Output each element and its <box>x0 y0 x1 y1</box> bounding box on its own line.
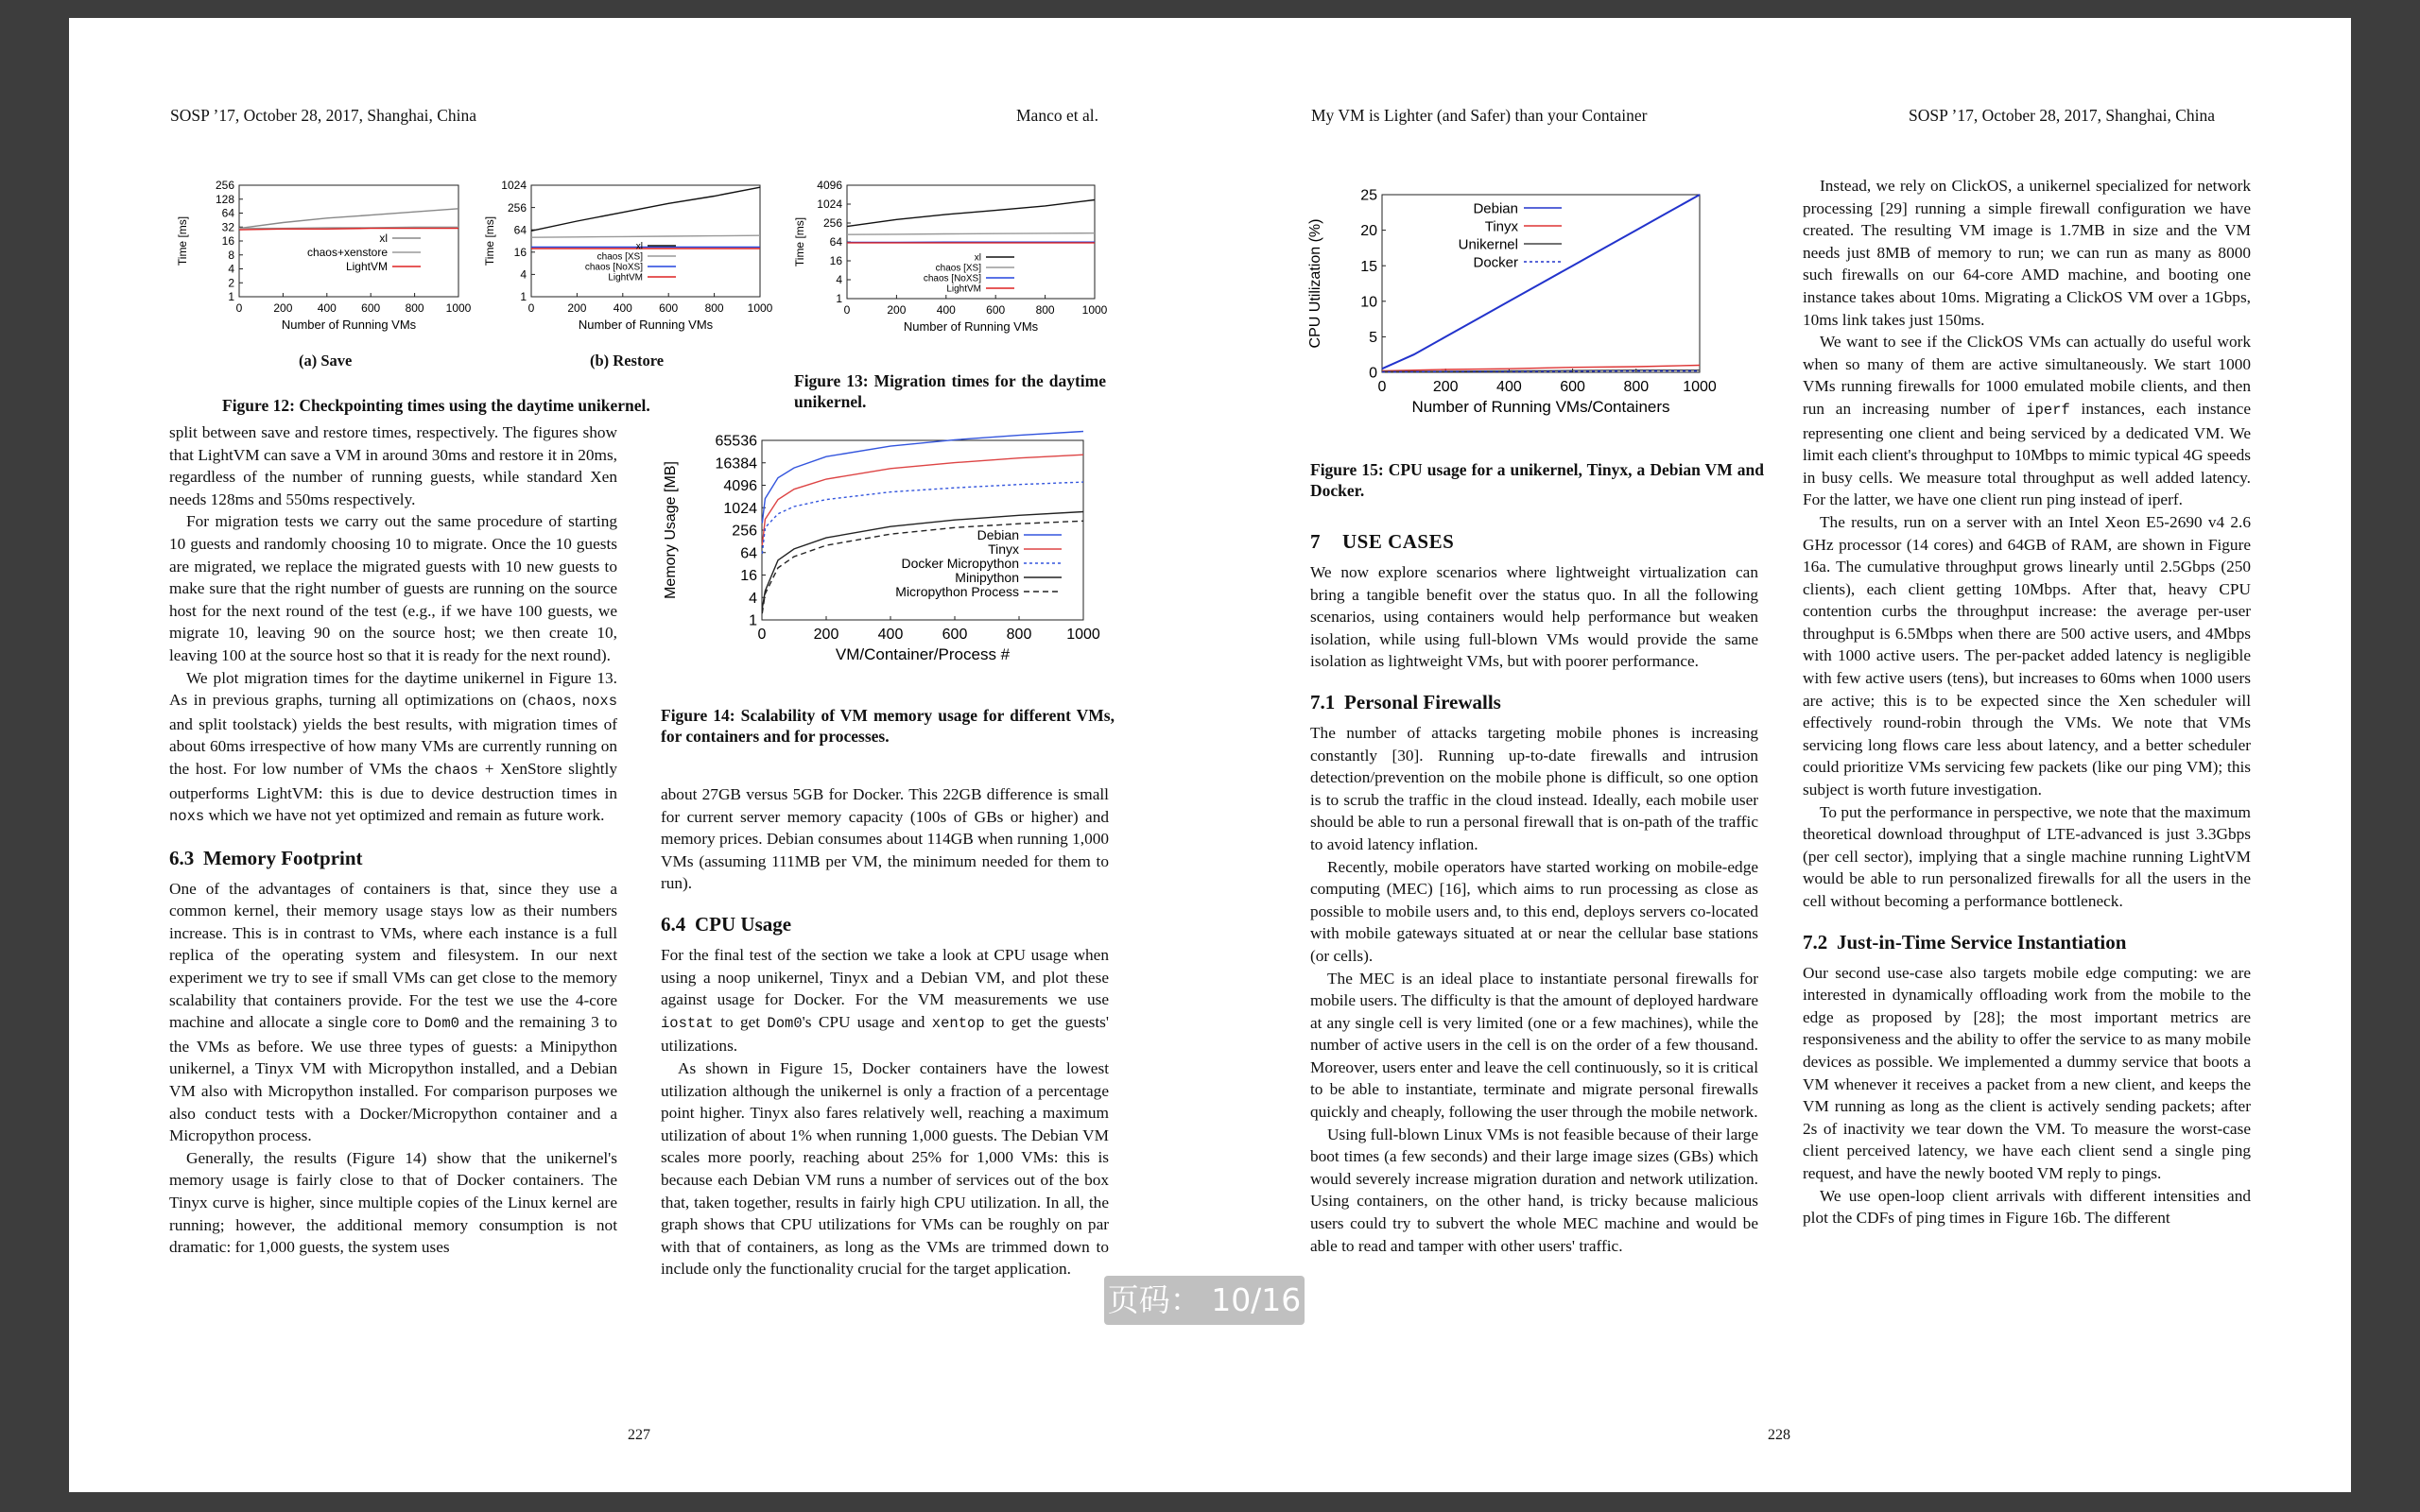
y-tick-label: 20 <box>1360 223 1377 240</box>
left-running-header: SOSP ’17, October 28, 2017, Shanghai, China <box>170 106 477 125</box>
x-tick-label: 800 <box>1623 379 1650 395</box>
x-axis-label: VM/Container/Process # <box>835 645 1011 663</box>
legend-label-debian: Debian <box>1473 200 1518 217</box>
section-heading-6-4: 6.4 CPU Usage <box>661 912 792 936</box>
x-tick-label: 200 <box>887 303 907 317</box>
legend-label-lightvm: LightVM <box>345 260 388 274</box>
y-tick-label: 2 <box>228 276 234 290</box>
legend-label-docker: Docker <box>1473 254 1518 271</box>
figure-14-memory-chart <box>660 431 1104 686</box>
legend-label-micropython-process: Micropython Process <box>895 583 1019 599</box>
y-tick-label: 8 <box>228 248 234 262</box>
paragraph: We plot migration times for the daytime unikernel in Figure 13. As in previous graphs, turning all optimizations on (chaos, noxs and split toolstack) yields the best results, with migration times of about 60ms irrespective of how many VMs are currently running on the host. For low number of VMs the chaos + XenStore slightly outperforms LightVM: this is due to device destruction times in noxs which we have not yet optimized and remain as future work. <box>169 668 618 826</box>
plot-frame <box>531 185 760 297</box>
figure-12b-label: (b) Restore <box>590 352 665 369</box>
left-column-1 <box>169 421 617 1259</box>
code-dom0: Dom0 <box>424 1015 459 1033</box>
y-tick-label: 4 <box>228 262 234 276</box>
legend-label-docker-micropython: Docker Micropython <box>901 555 1019 571</box>
figure-12b-restore-chart <box>482 179 773 345</box>
paragraph: Our second use-case also targets mobile edge computing: we are interested in dynamically offloading work from the mobile to the edge as proposed by [28]; the most important metrics are responsiveness and the ability to offer the service to as many mobile devices as possible. We implemented a dummy service that boots a VM whenever it receives a packet from a new client, and keeps the VM running as long as the client is actively sending packets; after 2s of inactivity we tear down the VM. To measure the worst-case client perceived latency, we have each client send a single ping request, and have the newly booted VM reply to pings. <box>1803 963 2251 1182</box>
y-tick-label: 256 <box>732 523 757 540</box>
y-tick-label: 1024 <box>501 179 527 193</box>
y-tick-label: 16 <box>829 254 842 268</box>
code-dom0: Dom0 <box>767 1014 803 1032</box>
x-tick-label: 1000 <box>1081 303 1108 317</box>
x-axis-label: Number of Running VMs <box>578 318 714 332</box>
y-tick-label: 1 <box>520 290 527 304</box>
x-axis-label: Number of Running VMs <box>281 318 417 332</box>
y-tick-label: 65536 <box>715 433 757 450</box>
y-tick-label: 1 <box>749 612 757 629</box>
section-heading-7: 7 USE CASES <box>1310 530 1455 553</box>
code-chaos: chaos <box>527 693 572 711</box>
figure-13-caption: Figure 13: Migration times for the daytime unikernel. <box>794 371 1106 411</box>
y-tick-label: 1024 <box>723 500 757 517</box>
paragraph: The results, run on a server with an Intel Xeon E5-2690 v4 2.6 GHz processor (14 cores) and 64GB of RAM, are shown in Figure 16a. The cumulative throughput grows linearly until 2.5Gbps (250 clients), each client getting 10Mbps. After that, heavy CPU contention curbs the throughput increase: the average per-user throughput is 6.5Mbps when there are 500 active users, and 4Mbps with 1000 active users. The per-packet added latency is negligible with few active users (tens), but increases to 60ms when 1000 users are active; this is to be expected since the Xen scheduler will effectively round-robin through the VMs. We note that VMs servicing long flows care less about latency, and a better scheduler could prioritize VMs servicing few packets (like our ping VM); this subject is worth future investigation. <box>1803 512 2251 799</box>
paragraph: One of the advantages of containers is that, since they use a common kernel, their memory usage stays low as their numbers increase. This is in contrast to VMs, where each instance is a full replica of the operating system and filesystem. In our next experiment we try to see if small VMs can get close to the memory scalability that containers provide. For the test we use the 4-core machine and allocate a single core to Dom0 and the remaining 3 to the VMs as before. We use three types of guests: a Minipython unikernel, a Tinyx VM with Micropython installed, and a Debian VM also with Micropython installed. For comparison purposes we also conduct tests with a Docker/Micropython container and a Micropython process. <box>169 879 617 1145</box>
figure-12a-save-chart <box>175 180 473 345</box>
x-tick-label: 800 <box>704 301 724 315</box>
section-heading-7-2: 7.2 Just-in-Time Service Instantiation <box>1803 930 2127 954</box>
figure-15-caption: Figure 15: CPU usage for a unikernel, Tinyx, a Debian VM and Docker. <box>1310 460 1764 500</box>
paragraph: Instead, we rely on ClickOS, a unikernel specialized for network processing [29] running a simple firewall configuration we have created. The resulting VM image is 1.7MB in size and the VM needs just 8MB of memory to run; we can run as many as 8000 such firewalls on our 64-core AMD machine, and booting one instance takes about 10ms. Migrating a ClickOS VM over a 1Gbps, 10ms link takes just 150ms. <box>1803 177 2251 329</box>
y-axis-label: Time [ms] <box>793 216 806 267</box>
x-tick-label: 0 <box>757 627 767 643</box>
paragraph: We use open-loop client arrivals with different intensities and plot the CDFs of ping times in Figure 16b. The different <box>1803 1186 2251 1228</box>
code-iostat: iostat <box>661 1014 714 1032</box>
y-tick-label: 4096 <box>723 478 757 495</box>
series-line-docker <box>1382 371 1700 372</box>
figure-13-migration-chart <box>792 179 1108 352</box>
code-iperf: iperf <box>2026 401 2070 419</box>
x-tick-label: 600 <box>361 301 381 315</box>
y-tick-label: 256 <box>822 216 842 231</box>
series-line-tinyx <box>762 455 1083 545</box>
code-noxs: noxs <box>169 808 205 826</box>
y-tick-label: 10 <box>1360 294 1377 311</box>
y-tick-label: 32 <box>221 220 234 234</box>
x-tick-label: 1000 <box>1066 627 1100 643</box>
y-axis-label: Time [ms] <box>483 215 496 266</box>
section-heading-6-3: 6.3 Memory Footprint <box>169 846 363 869</box>
paragraph: As shown in Figure 15, Docker containers have the lowest utilization although the unikernel is only a fraction of a percentage point higher. Tinyx also fares relatively well, reaching a maximum utilization of about 1% when running 1,000 guests. The Debian VM scales more poorly, reaching about 25% for 1,000 VMs: this is because each Debian VM runs a number of services out of the box that, taken together, results in fairly high CPU utilization. In all, the graph shows that CPU utilizations for VMs can be roughly on par with that of containers, as long as the VMs are trimmed down to include only the functionality crucial for the target application. <box>661 1058 1109 1279</box>
paragraph: We want to see if the ClickOS VMs can actually do useful work when so many of them are active simultaneously. We start 1000 VMs running firewalls for 1000 emulated mobile clients, and then run an increasing number of iperf instances, each instance representing one client and being serviced by a dedicated VM. We limit each client's throughput to 10Mbps to mimic typical 4G speeds in busy cells. We measure total throughput as well added latency. For the latter, we have one client run ping instead of iperf. <box>1803 333 2251 509</box>
series-line-lightvm <box>239 229 458 231</box>
right-page-number: 228 <box>1768 1427 1790 1443</box>
paragraph: split between save and restore times, respectively. The figures show that LightVM can save a VM in around 30ms and restore it in 20ms, regardless of the number of running guests, while standard Xen needs 128ms and 550ms respectively. <box>169 423 617 508</box>
series-line-xl <box>531 187 760 231</box>
x-tick-label: 600 <box>659 301 679 315</box>
y-tick-label: 0 <box>1369 365 1377 382</box>
x-tick-label: 0 <box>1377 379 1387 395</box>
y-tick-label: 16 <box>513 246 527 259</box>
legend-label-xl: xl <box>974 252 981 264</box>
x-tick-label: 0 <box>843 303 851 317</box>
legend-label-debian: Debian <box>977 526 1019 542</box>
figure-14-caption: Figure 14: Scalability of VM memory usage for different VMs, for containers and for processes. <box>661 706 1115 746</box>
paragraph: Recently, mobile operators have started working on mobile-edge computing (MEC) [16], which aims to run processing as close as possible to mobile users and, to this end, deploys servers co-located with mobile gateways situated at or near the cellular base stations (or cells). <box>1310 857 1758 965</box>
series-line-chaos-xs- <box>847 233 1095 235</box>
y-tick-label: 25 <box>1360 187 1377 204</box>
legend-label-chaos-xs-: chaos [XS] <box>935 263 981 274</box>
paragraph: about 27GB versus 5GB for Docker. This 22GB difference is small for current server memory capacity (100s of GBs or higher) and memory prices. Debian consumes about 114GB when running 1,000 VMs (assuming 111MB per VM, the minimum needed for them to run). <box>661 785 1109 893</box>
x-tick-label: 600 <box>1560 379 1585 395</box>
right-running-title: My VM is Lighter (and Safer) than your Container <box>1311 106 1648 125</box>
code-chaos: chaos <box>434 761 478 779</box>
paragraph: For migration tests we carry out the same procedure of starting 10 guests and randomly choosing 10 to migrate. Once the 10 guests are migrated, we replace the migrated guests with 10 new guests to make sure that the right number of guests are running on the source host for the next round of the test (e.g., if we have 100 guests, we migrate 10, leaving 90 on the source host; we then create 10, leaving 100 at the source host so that it is ready for the next round). <box>169 512 617 664</box>
legend-label-lightvm: LightVM <box>946 284 981 295</box>
page-indicator-overlay: 页码： 10/16 <box>1104 1276 1305 1325</box>
paragraph: The number of attacks targeting mobile phones is increasing constantly [30]. Running up-to-date firewalls and intrusion detection/prevention on the mobile phone is difficult, so one option is to scrub the traffic in the cloud instead. Ideally, each mobile user should be able to run a personal firewall that is on-path of the traffic to avoid latency inflation. <box>1310 723 1758 853</box>
left-column-2 <box>661 783 1109 1280</box>
y-tick-label: 1 <box>836 292 842 306</box>
series-line-debian <box>1382 195 1700 369</box>
paragraph: Generally, the results (Figure 14) show that the unikernel's memory usage is fairly close to that of Docker containers. The Tinyx curve is higher, since multiple copies of the Linux kernel are running; however, the additional memory consumption is not dramatic: for 1,000 guests, the system uses <box>169 1148 617 1257</box>
series-line-chaos-xs- <box>531 235 760 237</box>
x-tick-label: 200 <box>813 627 839 643</box>
x-tick-label: 800 <box>1035 303 1055 317</box>
y-tick-label: 16 <box>740 568 757 585</box>
x-tick-label: 200 <box>567 301 587 315</box>
legend-label-chaos-noxs-: chaos [NoXS] <box>584 262 643 273</box>
x-axis-label: Number of Running VMs/Containers <box>1411 398 1670 416</box>
x-tick-label: 400 <box>936 303 956 317</box>
left-page-number: 227 <box>628 1427 650 1443</box>
y-tick-label: 15 <box>1360 258 1377 275</box>
x-tick-label: 400 <box>613 301 632 315</box>
series-line-xl <box>239 209 458 229</box>
right-column-2 <box>1803 175 2251 1229</box>
legend-label-chaos-noxs-: chaos [NoXS] <box>923 273 981 284</box>
paragraph: The MEC is an ideal place to instantiate personal firewalls for mobile users. The difficulty is that the amount of deployed hardware at any single cell is very limited (one or a few machines), while the number of active users in the cell is on the order of a few thousand. Moreover, users enter and leave the cell continuously, so it is critical to be able to instantiate, terminate and migrate personal firewalls quickly and cheaply, following the user through the mobile network. <box>1310 969 1758 1122</box>
x-tick-label: 400 <box>1496 379 1522 395</box>
legend-label-unikernel: Unikernel <box>1458 236 1518 253</box>
legend-label-chaos-xenstore: chaos+xenstore <box>306 246 388 260</box>
legend-label-chaos-xs-: chaos [XS] <box>596 251 643 263</box>
paragraph: Using full-blown Linux VMs is not feasible because of their large boot times (a few seconds) and their large image sizes (GBs) which would severely increase migration duration and network utilization. Using containers, on the other hand, is tricky because malicious users could try to subvert the whole MEC machine and would be able to read and tamper with other users' traffic. <box>1310 1125 1758 1255</box>
y-tick-label: 64 <box>513 223 527 237</box>
legend-label-xl: xl <box>635 241 643 252</box>
x-tick-label: 800 <box>1006 627 1032 643</box>
legend-label-minipython: Minipython <box>955 569 1019 585</box>
paragraph: We now explore scenarios where lightweight virtualization can bring a tangible benefit over the status quo. In all the following scenarios, using containers would help performance but weaken isolation, while using full-blown VMs would provide the same isolation as lightweight VMs, but with poorer performance. <box>1310 563 1758 671</box>
y-tick-label: 4 <box>749 590 757 607</box>
x-tick-label: 200 <box>1432 379 1459 395</box>
y-tick-label: 4 <box>836 273 842 287</box>
figure-12-caption: Figure 12: Checkpointing times using the daytime unikernel. <box>222 396 650 415</box>
x-tick-label: 0 <box>527 301 535 315</box>
x-axis-label: Number of Running VMs <box>903 319 1039 334</box>
code-xentop: xentop <box>931 1014 985 1032</box>
legend-label-xl: xl <box>379 232 388 246</box>
plot-frame <box>239 185 458 297</box>
y-tick-label: 16 <box>221 234 234 249</box>
y-tick-label: 5 <box>1369 330 1377 346</box>
code-noxs: noxs <box>581 693 618 711</box>
y-axis-label: Time [ms] <box>176 215 189 266</box>
x-tick-label: 0 <box>235 301 243 315</box>
x-tick-label: 1000 <box>1683 379 1717 395</box>
legend-label-tinyx: Tinyx <box>1484 218 1518 235</box>
x-tick-label: 600 <box>942 627 968 643</box>
y-tick-label: 256 <box>215 179 234 193</box>
right-running-header: SOSP ’17, October 28, 2017, Shanghai, China <box>1909 106 2216 125</box>
y-tick-label: 4 <box>520 267 527 282</box>
y-tick-label: 64 <box>829 235 842 249</box>
y-axis-label: Memory Usage [MB] <box>663 461 679 599</box>
paragraph: To put the performance in perspective, we note that the maximum theoretical download throughput of LTE-advanced is just 3.3Gbps (per cell sector), implying that a single machine running LightVM would be able to run personalized firewalls for all the users in the cell without becoming a performance bottleneck. <box>1803 802 2251 910</box>
x-tick-label: 400 <box>317 301 337 315</box>
paragraph: For the final test of the section we take a look at CPU usage when using a noop unikernel, Tinyx and a Debian VM, and plot these against usage for Docker. For the VM measurements we use iostat to get Dom0's CPU usage and xentop to get the guests' utilizations. <box>661 945 1109 1056</box>
y-tick-label: 64 <box>221 206 234 220</box>
x-tick-label: 1000 <box>747 301 773 315</box>
y-tick-label: 1 <box>228 290 234 304</box>
x-tick-label: 600 <box>986 303 1006 317</box>
x-tick-label: 800 <box>405 301 424 315</box>
x-tick-label: 400 <box>877 627 904 643</box>
y-tick-label: 16384 <box>715 455 757 472</box>
y-tick-label: 256 <box>507 200 527 215</box>
x-tick-label: 200 <box>273 301 293 315</box>
y-tick-label: 1024 <box>817 198 842 212</box>
figure-15-cpu-chart <box>1305 180 1749 444</box>
y-axis-label: CPU Utilization (%) <box>1307 218 1323 349</box>
section-heading-7-1: 7.1 Personal Firewalls <box>1310 690 1501 713</box>
right-column-1 <box>1310 516 1758 1257</box>
left-running-author: Manco et al. <box>1016 106 1098 125</box>
y-tick-label: 4096 <box>817 179 842 193</box>
series-line-debian <box>762 432 1083 524</box>
y-tick-label: 128 <box>215 192 234 206</box>
figure-12a-label: (a) Save <box>299 352 353 369</box>
legend-label-tinyx: Tinyx <box>988 541 1019 557</box>
y-tick-label: 64 <box>740 545 757 562</box>
legend-label-lightvm: LightVM <box>608 272 643 284</box>
x-tick-label: 1000 <box>445 301 472 315</box>
series-line-xl <box>847 200 1095 227</box>
